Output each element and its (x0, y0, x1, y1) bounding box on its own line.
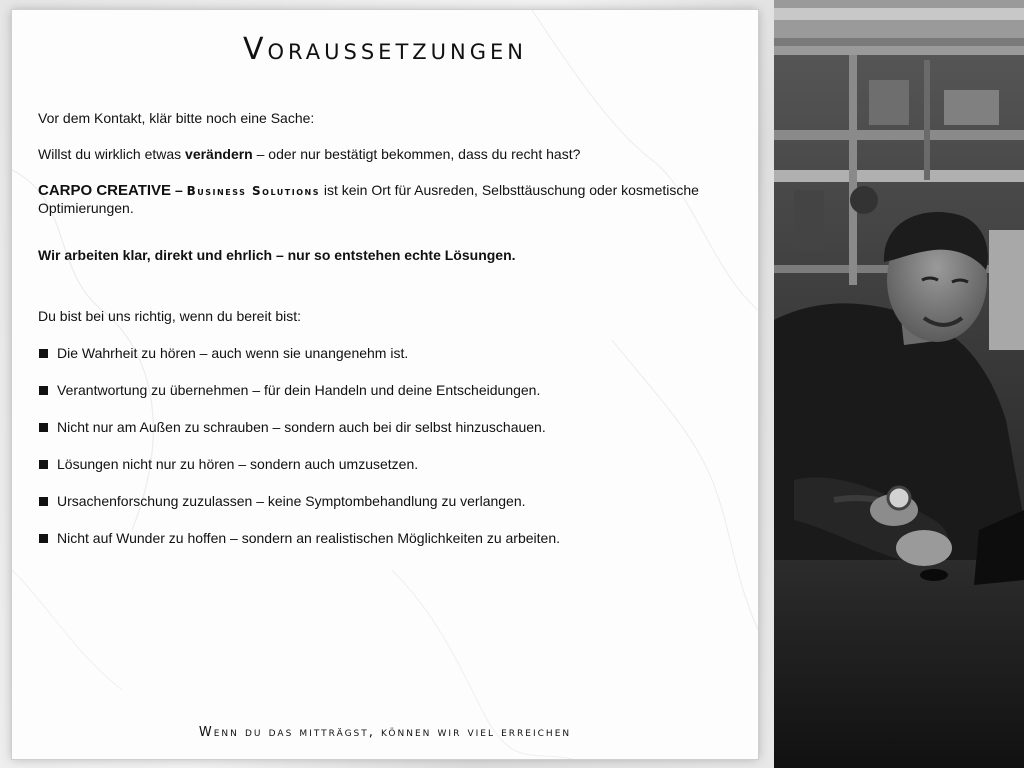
list-item (38, 419, 738, 456)
brand-statement (38, 182, 738, 217)
page-title: Voraussetzungen (242, 32, 527, 67)
question-before: Willst du wirklich etwas (38, 146, 186, 162)
question-emphasis: verändern (185, 146, 253, 162)
claim-text (38, 247, 738, 264)
square-bullet-icon (39, 349, 48, 358)
list-item-text: Nicht nur am Außen zu schrauben – sondern auch bei dir selbst hinzuschauen. (57, 419, 546, 435)
claim-strong: Wir arbeiten klar, direkt und ehrlich – nur so entstehen echte Lösungen. (38, 247, 516, 263)
intro-text: Vor dem Kontakt, klär bitte noch eine Sache: (38, 110, 315, 126)
list-item (38, 493, 738, 530)
square-bullet-icon (39, 386, 48, 395)
list-item-text: Ursachenforschung zuzulassen – keine Symptombehandlung zu verlangen. (57, 493, 526, 509)
conditions-list (38, 345, 738, 567)
list-item (38, 530, 738, 567)
lead-text: Du bist bei uns richtig, wenn du bereit bist: (38, 308, 302, 324)
question-text (38, 146, 738, 163)
list-item-text: Die Wahrheit zu hören – auch wenn sie unangenehm ist. (57, 345, 409, 361)
content-panel (12, 10, 758, 759)
brand-separator: – (171, 182, 187, 198)
question-after: – oder nur bestätigt bekommen, dass du recht hast? (252, 146, 581, 162)
list-item-text: Lösungen nicht nur zu hören – sondern auch umzusetzen. (57, 456, 419, 472)
footer-tagline: Wenn du das mitträgst, können wir viel erreichen (198, 725, 572, 740)
square-bullet-icon (39, 497, 48, 506)
square-bullet-icon (39, 534, 48, 543)
square-bullet-icon (39, 460, 48, 469)
list-item-text: Nicht auf Wunder zu hoffen – sondern an realistischen Möglichkeiten zu arbeiten. (57, 530, 561, 546)
portrait-illustration (774, 0, 1024, 768)
list-item (38, 456, 738, 493)
square-bullet-icon (39, 423, 48, 432)
body-text (38, 110, 738, 567)
brand-text: ist kein Ort für Ausreden, Selbsttäuschung oder kosmetische Optimierungen. (38, 182, 699, 216)
portrait-photo (774, 0, 1024, 768)
list-item (38, 345, 738, 382)
list-item (38, 382, 738, 419)
brand-name: CARPO CREATIVE (38, 182, 172, 199)
list-item-text: Verantwortung zu übernehmen – für dein Handeln und deine Entscheidungen. (57, 382, 541, 398)
brand-subtitle: Business Solutions (186, 184, 320, 198)
